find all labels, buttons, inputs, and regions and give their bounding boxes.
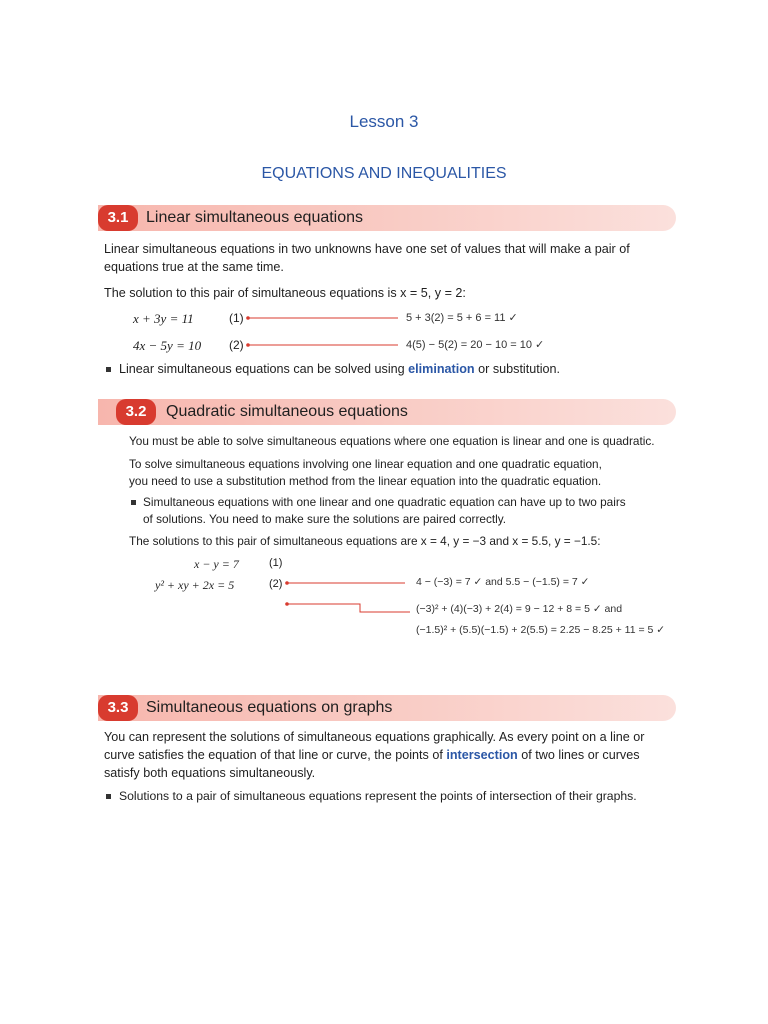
bullet-marker	[106, 794, 111, 799]
section-header-3-3	[98, 695, 676, 721]
section-number: 3.1	[98, 205, 138, 231]
section-title: Quadratic simultaneous equations	[166, 403, 408, 420]
s1-bullet: Linear simultaneous equations can be solved using elimination or substitution.	[119, 362, 561, 376]
s1-intro-paragraph: Linear simultaneous equations in two unknowns have one set of values that will make a pair of equations true at the same time.	[104, 242, 630, 274]
s3-bullet: Solutions to a pair of simultaneous equations represent the points of intersection of their graphs.	[119, 789, 637, 803]
s2-equation-1: x − y = 7	[194, 557, 239, 571]
bullet-marker	[106, 367, 111, 372]
section-title: Linear simultaneous equations	[146, 209, 364, 226]
section-number: 3.2	[116, 399, 156, 425]
s2-paragraph-2-line-2: you need to use a substitution method from the linear equation into the quadratic equation.	[129, 474, 602, 488]
bullet-marker	[131, 500, 136, 505]
s3-paragraph-line-2: curve satisfies the equation of that line or curve, the points of intersection of two lines or curves	[104, 748, 640, 762]
s1-equation-2: 4x − 5y = 10	[133, 338, 202, 353]
s3-paragraph-line-3: satisfy both equations simultaneously.	[104, 766, 316, 780]
s1-solution-paragraph: The solution to this pair of simultaneous equations is x = 5, y = 2:	[104, 286, 466, 300]
section-number: 3.3	[98, 695, 138, 721]
s2-equation-1-label: (1)	[269, 557, 283, 569]
s2-connector-arrows	[0, 560, 768, 640]
s2-solution-paragraph: The solutions to this pair of simultaneous equations are x = 4, y = −3 and x = 5.5, y = −1.5:	[129, 534, 601, 548]
keyword-elimination: elimination	[408, 362, 475, 376]
s1-check-1: 5 + 3(2) = 5 + 6 = 11 ✓	[406, 312, 518, 324]
s2-paragraph-2-line-1: To solve simultaneous equations involving one linear equation and one quadratic equation,	[129, 457, 602, 471]
page-title: EQUATIONS AND INEQUALITIES	[261, 165, 507, 182]
lesson-label: Lesson 3	[349, 112, 419, 131]
s2-equation-2-label: (2)	[269, 578, 283, 590]
s1-equation-2-label: (2)	[229, 338, 244, 352]
s2-bullet-line-2: of solutions. You need to make sure the solutions are paired correctly.	[143, 512, 507, 526]
section-header-3-1	[98, 205, 676, 231]
section-header-3-2	[98, 399, 676, 425]
s3-paragraph-line-1: You can represent the solutions of simultaneous equations graphically. As every point on a line or	[104, 730, 645, 744]
section-title: Simultaneous equations on graphs	[146, 699, 393, 716]
s2-check-1: 4 − (−3) = 7 ✓ and 5.5 − (−1.5) = 7 ✓	[416, 576, 590, 588]
s1-check-2: 4(5) − 5(2) = 20 − 10 = 10 ✓	[406, 339, 545, 351]
s2-bullet-line-1: Simultaneous equations with one linear and one quadratic equation can have up to two pairs	[143, 495, 626, 509]
s2-check-2b: (−1.5)² + (5.5)(−1.5) + 2(5.5) = 2.25 − 8.25 + 11 = 5 ✓	[416, 624, 666, 636]
s1-connector-arrows	[0, 300, 768, 360]
s2-paragraph-1: You must be able to solve simultaneous equations where one equation is linear and one is quadratic.	[129, 434, 655, 448]
s2-check-2a: (−3)² + (4)(−3) + 2(4) = 9 − 12 + 8 = 5 ✓ and	[416, 603, 623, 615]
s1-equation-1-label: (1)	[229, 311, 244, 325]
s1-equation-1: x + 3y = 11	[133, 311, 194, 326]
s2-equation-2: y² + xy + 2x = 5	[155, 578, 235, 592]
keyword-intersection: intersection	[446, 748, 518, 762]
